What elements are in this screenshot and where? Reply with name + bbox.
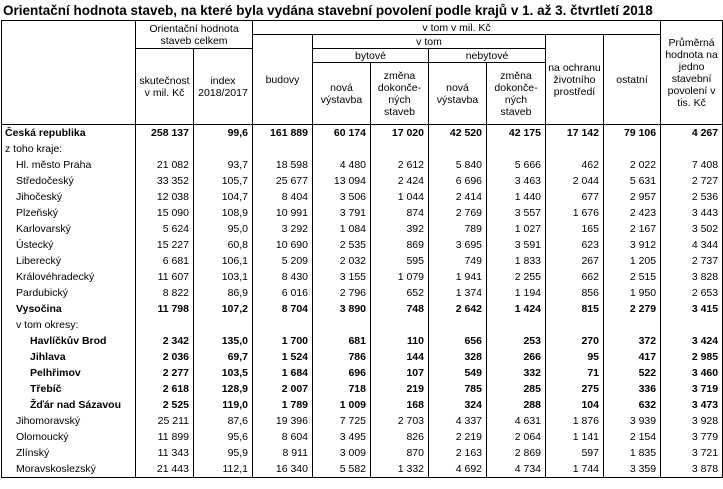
value-cell: 652: [371, 285, 429, 301]
value-cell: 2 032: [313, 253, 371, 269]
value-cell: [661, 317, 723, 333]
value-cell: 696: [313, 365, 371, 381]
value-cell: 2 618: [136, 381, 194, 397]
value-cell: 106,1: [194, 253, 253, 269]
value-cell: 749: [429, 253, 487, 269]
value-cell: 95,6: [194, 429, 253, 445]
value-cell: 2 167: [604, 221, 661, 237]
value-cell: 2 612: [371, 157, 429, 173]
table-row: [2, 429, 723, 445]
value-cell: 3 415: [661, 301, 723, 317]
value-cell: 128,9: [194, 381, 253, 397]
value-cell: 1 524: [253, 349, 313, 365]
region-name: Zlínský: [2, 445, 136, 461]
value-cell: 874: [371, 205, 429, 221]
region-name: Česká republika: [2, 125, 136, 142]
value-cell: 3 443: [661, 205, 723, 221]
value-cell: 1 084: [313, 221, 371, 237]
value-cell: [194, 141, 253, 157]
value-cell: 8 430: [253, 269, 313, 285]
value-cell: 165: [546, 221, 604, 237]
header-total-value: Orientační hodnota staveb celkem: [136, 21, 253, 49]
region-name: z toho kraje:: [2, 141, 136, 157]
header-average-value: Průměrná hodnota na jedno stavební povolení v tis. Kč: [661, 21, 723, 125]
value-cell: 3 506: [313, 189, 371, 205]
value-cell: 2 642: [429, 301, 487, 317]
value-cell: 15 090: [136, 205, 194, 221]
value-cell: 6 016: [253, 285, 313, 301]
value-cell: 3 721: [661, 445, 723, 461]
value-cell: 522: [604, 365, 661, 381]
value-cell: 786: [313, 349, 371, 365]
value-cell: 135,0: [194, 333, 253, 349]
value-cell: 1 941: [429, 269, 487, 285]
value-cell: [136, 141, 194, 157]
value-cell: 1 027: [487, 221, 546, 237]
table-row: [2, 237, 723, 253]
table-body: [2, 125, 723, 478]
value-cell: 104: [546, 397, 604, 413]
value-cell: 1 684: [253, 365, 313, 381]
value-cell: 1 424: [487, 301, 546, 317]
value-cell: 869: [371, 237, 429, 253]
value-cell: 1 044: [371, 189, 429, 205]
value-cell: 826: [371, 429, 429, 445]
value-cell: 2 044: [546, 173, 604, 189]
value-cell: 95: [546, 349, 604, 365]
value-cell: 19 396: [253, 413, 313, 429]
value-cell: 2 525: [136, 397, 194, 413]
value-cell: [313, 317, 371, 333]
value-cell: [371, 141, 429, 157]
value-cell: 2 279: [604, 301, 661, 317]
value-cell: 2 737: [661, 253, 723, 269]
region-name: Karlovarský: [2, 221, 136, 237]
value-cell: 4 631: [487, 413, 546, 429]
value-cell: [429, 317, 487, 333]
header-nonresidential: nebytové: [429, 49, 546, 63]
value-cell: 1 876: [546, 413, 604, 429]
value-cell: 21 443: [136, 461, 194, 478]
value-cell: [136, 317, 194, 333]
region-name: Ústecký: [2, 237, 136, 253]
value-cell: 7 725: [313, 413, 371, 429]
value-cell: 328: [429, 349, 487, 365]
value-cell: 21 082: [136, 157, 194, 173]
region-name: Královéhradecký: [2, 269, 136, 285]
value-cell: 2 163: [429, 445, 487, 461]
table-row: [2, 253, 723, 269]
value-cell: 2 064: [487, 429, 546, 445]
value-cell: 1 009: [313, 397, 371, 413]
value-cell: 266: [487, 349, 546, 365]
value-cell: 6 696: [429, 173, 487, 189]
region-name: Jihlava: [2, 349, 136, 365]
value-cell: 2 036: [136, 349, 194, 365]
value-cell: 549: [429, 365, 487, 381]
value-cell: 632: [604, 397, 661, 413]
value-cell: 7 408: [661, 157, 723, 173]
value-cell: 3 009: [313, 445, 371, 461]
value-cell: 42 520: [429, 125, 487, 142]
table-row: [2, 413, 723, 429]
value-cell: 4 734: [487, 461, 546, 478]
value-cell: 18 598: [253, 157, 313, 173]
value-cell: 597: [546, 445, 604, 461]
value-cell: 25 211: [136, 413, 194, 429]
value-cell: 87,6: [194, 413, 253, 429]
value-cell: 2 653: [661, 285, 723, 301]
value-cell: 69,7: [194, 349, 253, 365]
value-cell: 10 690: [253, 237, 313, 253]
value-cell: 3 719: [661, 381, 723, 397]
table-header: [2, 21, 723, 125]
value-cell: 11 343: [136, 445, 194, 461]
value-cell: 3 828: [661, 269, 723, 285]
value-cell: [429, 141, 487, 157]
value-cell: 285: [487, 381, 546, 397]
value-cell: 8 604: [253, 429, 313, 445]
table-row: [2, 189, 723, 205]
value-cell: 2 769: [429, 205, 487, 221]
value-cell: 219: [371, 381, 429, 397]
value-cell: 2 424: [371, 173, 429, 189]
value-cell: 1 835: [604, 445, 661, 461]
value-cell: 595: [371, 253, 429, 269]
value-cell: 8 822: [136, 285, 194, 301]
value-cell: 17 020: [371, 125, 429, 142]
value-cell: 5 840: [429, 157, 487, 173]
table-row: [2, 333, 723, 349]
header-res-change: změna dokonče-ných staveb: [371, 63, 429, 125]
value-cell: 108,9: [194, 205, 253, 221]
value-cell: 748: [371, 301, 429, 317]
value-cell: 288: [487, 397, 546, 413]
value-cell: 3 495: [313, 429, 371, 445]
value-cell: 2 007: [253, 381, 313, 397]
value-cell: 3 155: [313, 269, 371, 285]
region-column-header: [2, 21, 136, 125]
value-cell: [604, 141, 661, 157]
table-row: [2, 285, 723, 301]
value-cell: 815: [546, 301, 604, 317]
value-cell: 33 352: [136, 173, 194, 189]
region-name: Hl. město Praha: [2, 157, 136, 173]
value-cell: 5 666: [487, 157, 546, 173]
value-cell: 103,1: [194, 269, 253, 285]
value-cell: 662: [546, 269, 604, 285]
table-row: [2, 461, 723, 478]
table-row: [2, 269, 723, 285]
region-name: Olomoucký: [2, 429, 136, 445]
value-cell: 392: [371, 221, 429, 237]
value-cell: 1 374: [429, 285, 487, 301]
value-cell: 270: [546, 333, 604, 349]
value-cell: 107,2: [194, 301, 253, 317]
region-name: Moravskoslezský: [2, 461, 136, 478]
value-cell: 336: [604, 381, 661, 397]
value-cell: 623: [546, 237, 604, 253]
value-cell: [253, 317, 313, 333]
value-cell: 2 154: [604, 429, 661, 445]
value-cell: 718: [313, 381, 371, 397]
value-cell: 4 344: [661, 237, 723, 253]
value-cell: 2 536: [661, 189, 723, 205]
value-cell: 2 703: [371, 413, 429, 429]
header-residential: bytové: [313, 49, 429, 63]
value-cell: 4 480: [313, 157, 371, 173]
value-cell: 5 631: [604, 173, 661, 189]
value-cell: 42 175: [487, 125, 546, 142]
value-cell: 1 141: [546, 429, 604, 445]
value-cell: [661, 141, 723, 157]
value-cell: 110: [371, 333, 429, 349]
table-row: [2, 301, 723, 317]
value-cell: 2 255: [487, 269, 546, 285]
value-cell: 144: [371, 349, 429, 365]
table-row: [2, 365, 723, 381]
region-name: Středočeský: [2, 173, 136, 189]
value-cell: 105,7: [194, 173, 253, 189]
value-cell: 1 440: [487, 189, 546, 205]
value-cell: 4 337: [429, 413, 487, 429]
region-name: Vysočina: [2, 301, 136, 317]
value-cell: 95,9: [194, 445, 253, 461]
value-cell: 3 939: [604, 413, 661, 429]
value-cell: 2 219: [429, 429, 487, 445]
value-cell: 2 277: [136, 365, 194, 381]
value-cell: 2 423: [604, 205, 661, 221]
value-cell: 3 928: [661, 413, 723, 429]
value-cell: 3 878: [661, 461, 723, 478]
region-name: Jihomoravský: [2, 413, 136, 429]
header-environment: na ochranu životního prostředí: [546, 35, 604, 125]
value-cell: 5 582: [313, 461, 371, 478]
value-cell: 11 798: [136, 301, 194, 317]
value-cell: 3 502: [661, 221, 723, 237]
table-row: [2, 173, 723, 189]
value-cell: 2 869: [487, 445, 546, 461]
value-cell: 3 890: [313, 301, 371, 317]
value-cell: 71: [546, 365, 604, 381]
value-cell: 3 292: [253, 221, 313, 237]
value-cell: [487, 317, 546, 333]
value-cell: 11 607: [136, 269, 194, 285]
region-name: Pardubický: [2, 285, 136, 301]
value-cell: 2 727: [661, 173, 723, 189]
value-cell: [313, 141, 371, 157]
value-cell: 2 342: [136, 333, 194, 349]
value-cell: 677: [546, 189, 604, 205]
value-cell: 1 744: [546, 461, 604, 478]
value-cell: 3 695: [429, 237, 487, 253]
value-cell: 8 704: [253, 301, 313, 317]
region-name: Pelhřimov: [2, 365, 136, 381]
value-cell: 99,6: [194, 125, 253, 142]
value-cell: 332: [487, 365, 546, 381]
header-res-new: nová výstavba: [313, 63, 371, 125]
value-cell: 8 911: [253, 445, 313, 461]
value-cell: 856: [546, 285, 604, 301]
value-cell: 1 194: [487, 285, 546, 301]
header-actual-mil: skutečnost v mil. Kč: [136, 49, 194, 125]
table-row: [2, 221, 723, 237]
value-cell: 1 700: [253, 333, 313, 349]
value-cell: 86,9: [194, 285, 253, 301]
value-cell: 112,1: [194, 461, 253, 478]
table-row: [2, 141, 723, 157]
value-cell: 3 591: [487, 237, 546, 253]
value-cell: [487, 141, 546, 157]
value-cell: 13 094: [313, 173, 371, 189]
value-cell: 16 340: [253, 461, 313, 478]
header-v-tom: v tom: [313, 35, 546, 49]
value-cell: 3 779: [661, 429, 723, 445]
value-cell: 3 912: [604, 237, 661, 253]
value-cell: 17 142: [546, 125, 604, 142]
value-cell: 5 209: [253, 253, 313, 269]
value-cell: 2 022: [604, 157, 661, 173]
value-cell: 10 991: [253, 205, 313, 221]
table-row: [2, 397, 723, 413]
value-cell: 2 796: [313, 285, 371, 301]
value-cell: 2 414: [429, 189, 487, 205]
value-cell: 258 137: [136, 125, 194, 142]
value-cell: 3 557: [487, 205, 546, 221]
value-cell: 103,5: [194, 365, 253, 381]
value-cell: [253, 141, 313, 157]
value-cell: 3 473: [661, 397, 723, 413]
value-cell: 2 957: [604, 189, 661, 205]
value-cell: 168: [371, 397, 429, 413]
value-cell: 870: [371, 445, 429, 461]
value-cell: 107: [371, 365, 429, 381]
value-cell: 79 106: [604, 125, 661, 142]
header-index: index 2018/2017: [194, 49, 253, 125]
value-cell: 785: [429, 381, 487, 397]
value-cell: 161 889: [253, 125, 313, 142]
value-cell: 15 227: [136, 237, 194, 253]
value-cell: 1 950: [604, 285, 661, 301]
table-row: [2, 381, 723, 397]
value-cell: [371, 317, 429, 333]
value-cell: 8 404: [253, 189, 313, 205]
value-cell: 12 038: [136, 189, 194, 205]
header-buildings: budovy: [253, 35, 313, 125]
value-cell: 1 833: [487, 253, 546, 269]
value-cell: [546, 317, 604, 333]
table-row: [2, 349, 723, 365]
value-cell: [546, 141, 604, 157]
value-cell: 462: [546, 157, 604, 173]
region-name: v tom okresy:: [2, 317, 136, 333]
table-title: Orientační hodnota staveb, na které byla vydána stavební povolení podle krajů v 1. až 3. čtvrtletí 2018: [3, 3, 653, 18]
value-cell: 11 899: [136, 429, 194, 445]
value-cell: 656: [429, 333, 487, 349]
value-cell: 253: [487, 333, 546, 349]
value-cell: 2 515: [604, 269, 661, 285]
value-cell: 119,0: [194, 397, 253, 413]
value-cell: 2 985: [661, 349, 723, 365]
region-name: Havlíčkův Brod: [2, 333, 136, 349]
region-name: Plzeňský: [2, 205, 136, 221]
table-row: [2, 125, 723, 142]
value-cell: 95,0: [194, 221, 253, 237]
value-cell: 324: [429, 397, 487, 413]
value-cell: [604, 317, 661, 333]
region-name: Třebíč: [2, 381, 136, 397]
value-cell: 2 535: [313, 237, 371, 253]
value-cell: 60 174: [313, 125, 371, 142]
value-cell: 1 332: [371, 461, 429, 478]
value-cell: 60,8: [194, 237, 253, 253]
header-nonres-new: nová výstavba: [429, 63, 487, 125]
value-cell: 4 267: [661, 125, 723, 142]
value-cell: 93,7: [194, 157, 253, 173]
region-name: Jihočeský: [2, 189, 136, 205]
value-cell: 267: [546, 253, 604, 269]
value-cell: 5 624: [136, 221, 194, 237]
value-cell: 681: [313, 333, 371, 349]
value-cell: 1 205: [604, 253, 661, 269]
value-cell: 275: [546, 381, 604, 397]
value-cell: 6 681: [136, 253, 194, 269]
header-other: ostatní: [604, 35, 661, 125]
value-cell: 1 079: [371, 269, 429, 285]
header-of-which: v tom v mil. Kč: [253, 21, 661, 35]
value-cell: 25 677: [253, 173, 313, 189]
table-row: [2, 157, 723, 173]
value-cell: [194, 317, 253, 333]
value-cell: 4 692: [429, 461, 487, 478]
header-nonres-change: změna dokonče-ných staveb: [487, 63, 546, 125]
table-row: [2, 317, 723, 333]
value-cell: 789: [429, 221, 487, 237]
table-row: [2, 205, 723, 221]
value-cell: 3 359: [604, 461, 661, 478]
value-cell: 3 791: [313, 205, 371, 221]
value-cell: 417: [604, 349, 661, 365]
value-cell: 1 789: [253, 397, 313, 413]
region-name: Liberecký: [2, 253, 136, 269]
value-cell: 372: [604, 333, 661, 349]
value-cell: 104,7: [194, 189, 253, 205]
statistics-table: [1, 20, 723, 478]
value-cell: 3 463: [487, 173, 546, 189]
value-cell: 3 460: [661, 365, 723, 381]
value-cell: 1 676: [546, 205, 604, 221]
table-row: [2, 445, 723, 461]
value-cell: 3 424: [661, 333, 723, 349]
region-name: Žďár nad Sázavou: [2, 397, 136, 413]
